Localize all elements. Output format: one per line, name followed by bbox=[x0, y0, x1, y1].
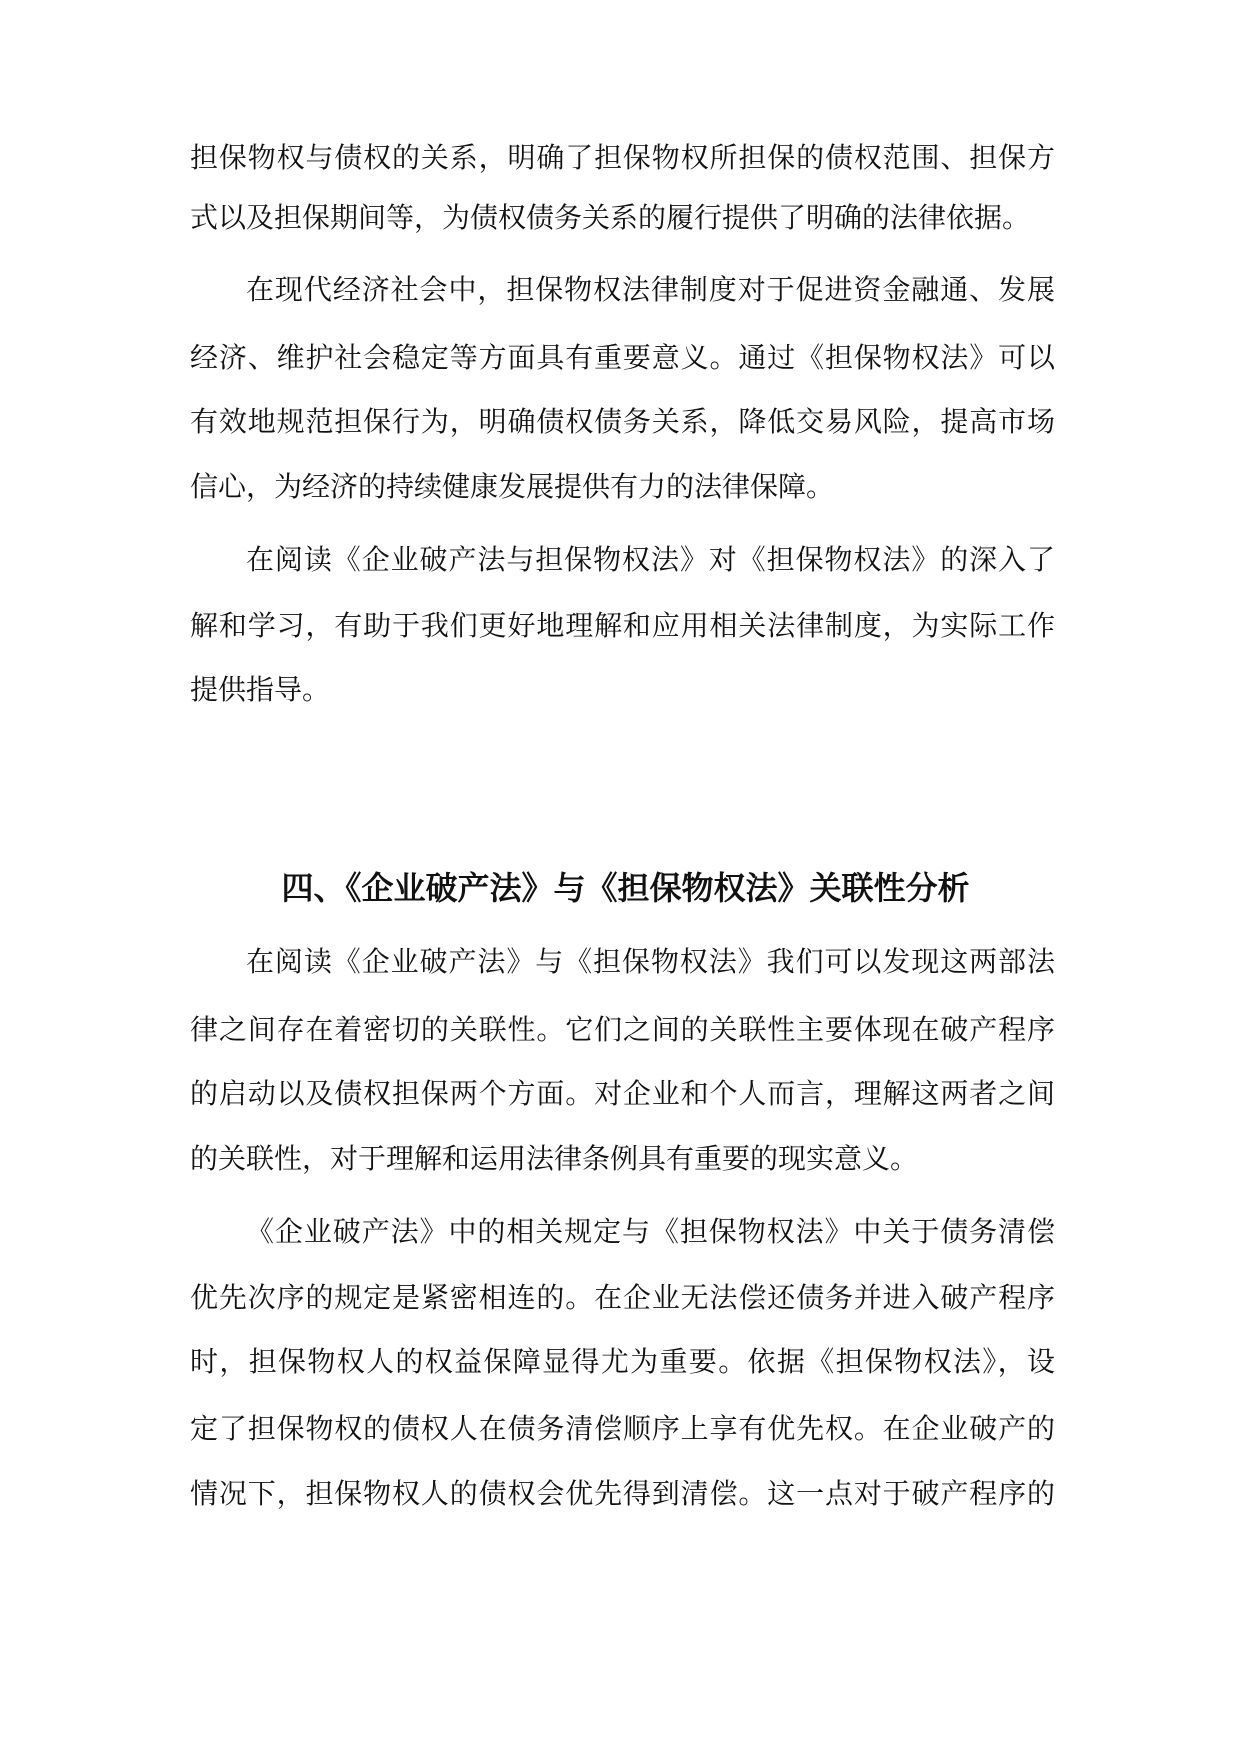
paragraph-3-line-3: 提供指导。 bbox=[190, 673, 331, 706]
paragraph-2-line-3: 有效地规范担保行为，明确债权债务关系，降低交易风险，提高市场 bbox=[190, 405, 1055, 438]
section-paragraph-1-line-2: 律之间存在着密切的关联性。它们之间的关联性主要体现在破产程序 bbox=[190, 1013, 1055, 1046]
section-heading: 四、《企业破产法》与《担保物权法》关联性分析 bbox=[281, 869, 970, 907]
section-paragraph-2-line-2: 优先次序的规定是紧密相连的。在企业无法偿还债务并进入破产程序 bbox=[190, 1281, 1055, 1314]
section-paragraph-2-line-3: 时，担保物权人的权益保障显得尤为重要。依据《担保物权法》，设 bbox=[190, 1345, 1055, 1378]
section-paragraph-1-line-3: 的启动以及债权担保两个方面。对企业和个人而言，理解这两者之间 bbox=[190, 1077, 1055, 1110]
paragraph-3-line-2: 解和学习，有助于我们更好地理解和应用相关法律制度，为实际工作 bbox=[190, 609, 1055, 642]
section-paragraph-1-line-1: 在阅读《企业破产法》与《担保物权法》我们可以发现这两部法 bbox=[246, 945, 1055, 978]
paragraph-2-line-1: 在现代经济社会中，担保物权法律制度对于促进资金融通、发展 bbox=[246, 273, 1055, 306]
paragraph-2-line-4: 信心，为经济的持续健康发展提供有力的法律保障。 bbox=[190, 470, 835, 503]
section-paragraph-1-line-4: 的关联性，对于理解和运用法律条例具有重要的现实意义。 bbox=[190, 1142, 919, 1175]
paragraph-1-line-2: 式以及担保期间等，为债权债务关系的履行提供了明确的法律依据。 bbox=[190, 201, 1031, 234]
paragraph-2-line-2: 经济、维护社会稳定等方面具有重要意义。通过《担保物权法》可以 bbox=[190, 341, 1055, 374]
paragraph-1-line-1: 担保物权与债权的关系，明确了担保物权所担保的债权范围、担保方 bbox=[190, 141, 1055, 174]
section-paragraph-2-line-4: 定了担保物权的债权人在债务清偿顺序上享有优先权。在企业破产的 bbox=[190, 1412, 1055, 1445]
paragraph-3-line-1: 在阅读《企业破产法与担保物权法》对《担保物权法》的深入了 bbox=[246, 543, 1055, 576]
section-paragraph-2-line-5: 情况下，担保物权人的债权会优先得到清偿。这一点对于破产程序的 bbox=[190, 1477, 1055, 1510]
section-paragraph-2-line-1: 《企业破产法》中的相关规定与《担保物权法》中关于债务清偿 bbox=[246, 1215, 1055, 1248]
